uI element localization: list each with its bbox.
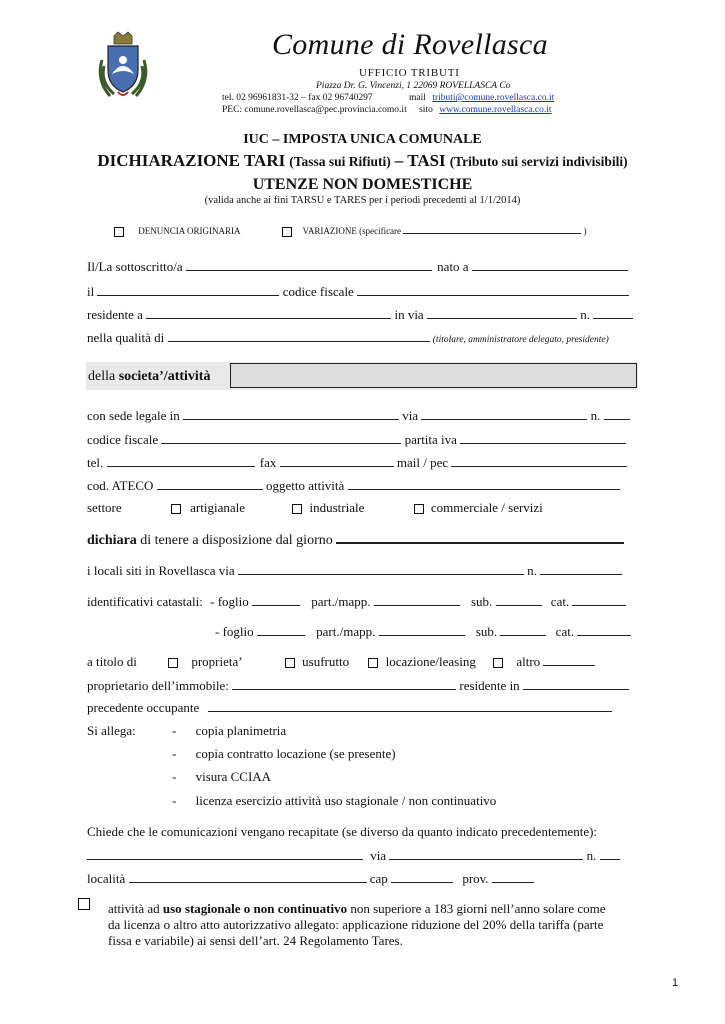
location-street-field[interactable]	[238, 562, 524, 575]
heading-line-1: IUC – IMPOSTA UNICA COMUNALE	[243, 132, 482, 147]
attachment-text-2: copia contratto locazione (se presente)	[195, 746, 396, 761]
coat-of-arms-icon	[92, 30, 154, 102]
capacity-note: (titolare, amministratore delegato, presidente)	[432, 335, 609, 345]
resident-number-field[interactable]	[593, 306, 633, 319]
attachment-text-4: licenza esercizio attività uso stagionale / non continuativo	[195, 793, 497, 808]
resident-field[interactable]	[146, 306, 391, 319]
seat-street-label: via	[402, 408, 419, 423]
prov-field[interactable]	[492, 870, 534, 883]
undersigned-label: Il/La sottoscritto/a	[87, 259, 183, 274]
bullet-dash: -	[172, 723, 177, 738]
vat-label: partita iva	[404, 432, 457, 447]
undersigned-row	[87, 258, 628, 275]
attachments-label: Si allega:	[87, 723, 136, 738]
pec-address: PEC: comune.rovellasca@pec.provincia.como.it	[222, 105, 407, 115]
ateco-field[interactable]	[157, 477, 263, 490]
company-taxcode-field[interactable]	[161, 431, 401, 444]
title-row	[87, 653, 595, 670]
mail-pec-field[interactable]	[451, 454, 627, 467]
usufruct-label: usufrutto	[302, 654, 350, 669]
declares-row	[87, 530, 624, 549]
sheet-field-1[interactable]	[252, 593, 300, 606]
owner-resident-field[interactable]	[523, 677, 629, 690]
parcel-field-1[interactable]	[374, 593, 460, 606]
vat-field[interactable]	[460, 431, 626, 444]
cadastral-row-1	[87, 593, 626, 610]
seasonal-pre: attività ad	[108, 901, 160, 916]
title-label: a titolo di	[87, 654, 137, 669]
attachment-text-3: visura CCIAA	[195, 769, 272, 784]
sector-commercial-label: commerciale / servizi	[430, 500, 543, 515]
parcel-label-2: part./mapp.	[316, 624, 376, 639]
sector-industrial-checkbox[interactable]	[292, 504, 302, 514]
heading-line-2	[0, 151, 725, 171]
seat-row	[87, 407, 630, 424]
other-title-field[interactable]	[543, 653, 595, 666]
sector-label: settore	[87, 500, 122, 515]
activity-field[interactable]	[348, 477, 620, 490]
mail-pec-label: mail / pec	[396, 455, 449, 470]
company-tax-row	[87, 431, 626, 448]
company-label-bold: societa’/attività	[118, 369, 211, 384]
tasi-subtitle: (Tributo sui servizi indivisibili)	[449, 154, 628, 169]
sub-field-1[interactable]	[496, 593, 542, 606]
seat-number-field[interactable]	[604, 407, 630, 420]
owner-field[interactable]	[232, 677, 456, 690]
company-label	[88, 369, 210, 385]
tasi-title: TASI	[407, 151, 446, 170]
resident-number-label: n.	[580, 307, 590, 322]
company-taxcode-label: codice fiscale	[87, 432, 159, 447]
company-name-field[interactable]	[230, 363, 637, 388]
resident-street-label: in via	[394, 307, 424, 322]
sub-label-1: sub.	[470, 594, 493, 609]
resident-street-field[interactable]	[427, 306, 577, 319]
bullet-dash: -	[172, 746, 177, 761]
comm-number-label: n.	[586, 848, 597, 863]
sector-row	[87, 500, 543, 516]
variation-field[interactable]	[403, 224, 581, 234]
seasonal-bold: uso stagionale o non continuativo	[162, 901, 348, 916]
attachment-item-4	[172, 793, 496, 809]
tari-subtitle: (Tassa sui Rifiuti)	[289, 154, 391, 169]
tel-label: tel.	[87, 455, 104, 470]
sub-field-2[interactable]	[500, 623, 546, 636]
born-field[interactable]	[472, 258, 628, 271]
cat-label-2: cat.	[555, 624, 575, 639]
parcel-field-2[interactable]	[379, 623, 465, 636]
cat-label-1: cat.	[550, 594, 570, 609]
declares-bold: dichiara	[87, 533, 137, 548]
ownership-label: proprieta’	[191, 654, 242, 669]
cadastral-label: identificativi catastali:	[87, 594, 203, 609]
seasonal-line-2: da licenza o altro atto autorizzativo allegato: applicazione riduzione del 20% della tariffa (parte	[108, 917, 604, 932]
tel-field[interactable]	[107, 454, 255, 467]
comm-street-field[interactable]	[389, 847, 583, 860]
attachment-text-1: copia planimetria	[195, 723, 287, 738]
tel-fax: tel. 02 96961831-32 – fax 02 96740297	[222, 93, 373, 103]
ateco-row	[87, 477, 620, 494]
previous-occupant-field[interactable]	[208, 699, 612, 712]
comm-street-label: via	[370, 848, 387, 863]
other-title-checkbox[interactable]	[493, 658, 503, 668]
variation-close: )	[583, 226, 587, 236]
seat-field[interactable]	[183, 407, 399, 420]
site-label: sito	[419, 105, 433, 115]
company-label-pre: della	[88, 369, 116, 384]
cat-field-2[interactable]	[577, 623, 631, 636]
seasonal-line-3: fissa e variabile) ai sensi dell’art. 24 Regolamento Tares.	[108, 933, 403, 948]
lease-checkbox[interactable]	[368, 658, 378, 668]
heading-dash: –	[394, 151, 404, 170]
communications-address-row	[87, 847, 620, 864]
seat-label: con sede legale in	[87, 408, 180, 423]
date-label: il	[87, 284, 95, 299]
ownership-checkbox[interactable]	[168, 658, 178, 668]
sub-label-2: sub.	[475, 624, 498, 639]
fax-field[interactable]	[280, 454, 394, 467]
mail-label: mail	[409, 93, 426, 103]
sector-industrial-label: industriale	[309, 500, 365, 515]
capacity-field[interactable]	[168, 329, 430, 342]
attachment-item-1	[172, 723, 286, 739]
location-number-label: n.	[527, 563, 537, 578]
municipality-title: Comune di Rovellasca	[272, 28, 548, 61]
sheet-label-1: - foglio	[210, 594, 249, 609]
seasonal-post: non superiore a 183 giorni nell’anno solare come	[350, 901, 606, 916]
original-label: DENUNCIA ORIGINARIA	[138, 226, 240, 236]
attachment-item-3	[172, 769, 271, 785]
owner-label: proprietario dell’immobile:	[87, 678, 229, 693]
page-number: 1	[672, 977, 679, 989]
tari-title: DICHIARAZIONE TARI	[97, 151, 286, 170]
capacity-label: nella qualità di	[87, 330, 165, 345]
heading-line-3: UTENZE NON DOMESTICHE	[252, 176, 473, 193]
communications-locality-row	[87, 870, 534, 887]
sector-artisan-checkbox[interactable]	[171, 504, 181, 514]
previous-occupant-row	[87, 699, 612, 716]
prov-label: prov.	[462, 871, 489, 886]
location-row	[87, 562, 622, 579]
location-label: i locali siti in Rovellasca via	[87, 563, 235, 578]
cap-label: cap	[369, 871, 388, 886]
fax-label: fax	[259, 455, 277, 470]
office-name: UFFICIO TRIBUTI	[359, 67, 460, 79]
taxcode-label: codice fiscale	[282, 284, 354, 299]
locality-field[interactable]	[129, 870, 367, 883]
cap-field[interactable]	[391, 870, 453, 883]
other-title-label: altro	[516, 654, 541, 669]
contact-line-1	[222, 93, 554, 103]
seat-street-field[interactable]	[421, 407, 587, 420]
resident-label: residente a	[87, 307, 143, 322]
taxcode-field[interactable]	[357, 283, 629, 296]
undersigned-field[interactable]	[186, 258, 432, 271]
residence-row	[87, 306, 633, 323]
date-field[interactable]	[97, 283, 279, 296]
comm-number-field[interactable]	[600, 847, 620, 860]
sector-artisan-label: artigianale	[190, 500, 246, 515]
sector-commercial-checkbox[interactable]	[414, 504, 424, 514]
parcel-label-1: part./mapp.	[311, 594, 371, 609]
seasonal-checkbox[interactable]	[78, 898, 90, 910]
recipient-field[interactable]	[87, 847, 363, 860]
communications-request: Chiede che le comunicazioni vengano recapitate (se diverso da quanto indicato precedentemente):	[87, 824, 598, 839]
born-label: nato a	[437, 259, 469, 274]
attachment-item-2	[172, 746, 396, 762]
contact-line-2	[222, 105, 552, 115]
variation-label: VARIAZIONE (specificare	[302, 226, 402, 236]
availability-date-field[interactable]	[336, 530, 624, 544]
lease-label: locazione/leasing	[385, 654, 476, 669]
date-taxcode-row	[87, 283, 629, 300]
heading-line-4: (valida anche ai fini TARSU e TARES per i periodi precedenti al 1/1/2014)	[204, 195, 521, 206]
activity-label: oggetto attività	[265, 478, 345, 493]
contacts-row	[87, 454, 627, 471]
capacity-row	[87, 329, 609, 346]
cadastral-row-2	[215, 623, 631, 640]
declaration-type-row	[114, 224, 587, 237]
declares-text: di tenere a disposizione dal giorno	[140, 533, 333, 548]
office-address: Piazza Dr. G. Vincenzi, 1 22069 ROVELLASCA Co	[316, 81, 511, 91]
bullet-dash: -	[172, 769, 177, 784]
site-link[interactable]: www.comune.rovellasca.co.it	[439, 105, 552, 115]
owner-row	[87, 677, 629, 694]
location-number-field[interactable]	[540, 562, 622, 575]
owner-resident-label: residente in	[459, 678, 520, 693]
bullet-dash: -	[172, 793, 177, 808]
seasonal-line-1	[108, 901, 606, 917]
usufruct-checkbox[interactable]	[285, 658, 295, 668]
seat-number-label: n.	[590, 408, 601, 423]
locality-label: località	[87, 871, 126, 886]
original-checkbox[interactable]	[114, 227, 124, 237]
ateco-label: cod. ATECO	[87, 478, 154, 493]
sheet-label-2: - foglio	[215, 624, 254, 639]
cat-field-1[interactable]	[572, 593, 626, 606]
mail-link[interactable]: tributi@comune.rovellasca.co.it	[432, 93, 555, 103]
variation-checkbox[interactable]	[282, 227, 292, 237]
previous-occupant-label: precedente occupante	[87, 700, 200, 715]
sheet-field-2[interactable]	[257, 623, 305, 636]
